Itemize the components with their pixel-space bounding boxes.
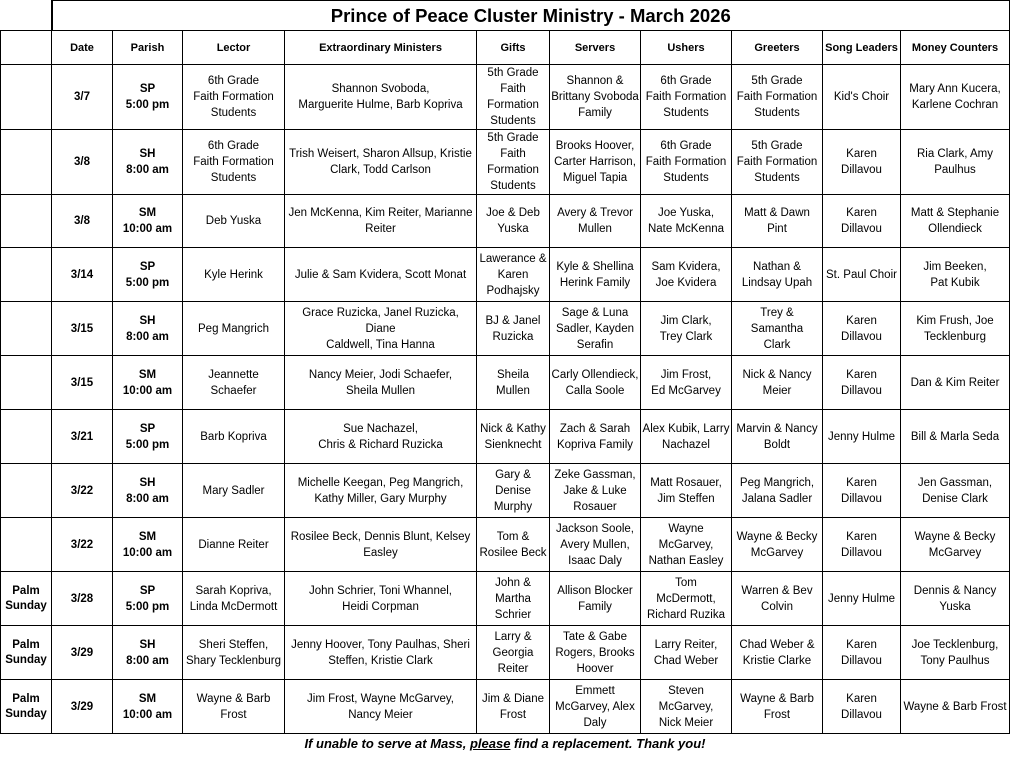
- date-cell: 3/14: [52, 248, 113, 302]
- row-label: [1, 356, 52, 410]
- parish-cell: SH 8:00 am: [113, 464, 183, 518]
- greeters-cell: Nathan & Lindsay Upah: [732, 248, 823, 302]
- gifts-cell: Tom & Rosilee Beck: [477, 518, 550, 572]
- money-counters-cell: Jen Gassman, Denise Clark: [901, 464, 1010, 518]
- date-cell: 3/8: [52, 130, 113, 195]
- money-counters-cell: Matt & Stephanie Ollendieck: [901, 195, 1010, 248]
- ushers-cell: Sam Kvidera, Joe Kvidera: [641, 248, 732, 302]
- gifts-cell: BJ & Janel Ruzicka: [477, 302, 550, 356]
- ministers-cell: Jim Frost, Wayne McGarvey, Nancy Meier: [285, 680, 477, 734]
- ushers-cell: Matt Rosauer, Jim Steffen: [641, 464, 732, 518]
- gifts-cell: Joe & Deb Yuska: [477, 195, 550, 248]
- greeters-cell: Chad Weber & Kristie Clarke: [732, 626, 823, 680]
- servers-cell: Kyle & Shellina Herink Family: [550, 248, 641, 302]
- header-servers: Servers: [550, 31, 641, 65]
- schedule-row: [1, 464, 1010, 518]
- row-label: [1, 248, 52, 302]
- date-cell: 3/29: [52, 680, 113, 734]
- money-counters-cell: Mary Ann Kucera, Karlene Cochran: [901, 65, 1010, 130]
- row-label: Palm Sunday: [1, 626, 52, 680]
- row-label: [1, 65, 52, 130]
- header-parish: Parish: [113, 31, 183, 65]
- lector-cell: Jeannette Schaefer: [183, 356, 285, 410]
- song-leader-cell: St. Paul Choir: [823, 248, 901, 302]
- ushers-cell: Wayne McGarvey, Nathan Easley: [641, 518, 732, 572]
- footer-text-before: If unable to serve at Mass,: [304, 736, 470, 751]
- money-counters-cell: Wayne & Barb Frost: [901, 680, 1010, 734]
- parish-cell: SP 5:00 pm: [113, 248, 183, 302]
- corner-cell: [1, 1, 52, 31]
- ministers-cell: Trish Weisert, Sharon Allsup, Kristie Clark, Todd Carlson: [285, 130, 477, 195]
- money-counters-cell: Jim Beeken, Pat Kubik: [901, 248, 1010, 302]
- servers-cell: Emmett McGarvey, Alex Daly: [550, 680, 641, 734]
- ministers-cell: Michelle Keegan, Peg Mangrich, Kathy Miller, Gary Murphy: [285, 464, 477, 518]
- parish-cell: SM 10:00 am: [113, 195, 183, 248]
- ministers-cell: Shannon Svoboda, Marguerite Hulme, Barb Kopriva: [285, 65, 477, 130]
- header-label-cell: [1, 31, 52, 65]
- schedule-row: [1, 410, 1010, 464]
- greeters-cell: 5th Grade Faith Formation Students: [732, 65, 823, 130]
- song-leader-cell: Karen Dillavou: [823, 195, 901, 248]
- servers-cell: Brooks Hoover, Carter Harrison, Miguel Tapia: [550, 130, 641, 195]
- greeters-cell: Trey & Samantha Clark: [732, 302, 823, 356]
- servers-cell: Avery & Trevor Mullen: [550, 195, 641, 248]
- parish-cell: SM 10:00 am: [113, 680, 183, 734]
- date-cell: 3/21: [52, 410, 113, 464]
- ushers-cell: Larry Reiter, Chad Weber: [641, 626, 732, 680]
- row-label: Palm Sunday: [1, 680, 52, 734]
- row-label: [1, 464, 52, 518]
- schedule-row: [1, 302, 1010, 356]
- lector-cell: Kyle Herink: [183, 248, 285, 302]
- gifts-cell: Jim & Diane Frost: [477, 680, 550, 734]
- song-leader-cell: Karen Dillavou: [823, 680, 901, 734]
- ministers-cell: Julie & Sam Kvidera, Scott Monat: [285, 248, 477, 302]
- date-cell: 3/22: [52, 464, 113, 518]
- schedule-row: [1, 626, 1010, 680]
- servers-cell: Zach & Sarah Kopriva Family: [550, 410, 641, 464]
- ministers-cell: Nancy Meier, Jodi Schaefer, Sheila Mullen: [285, 356, 477, 410]
- date-cell: 3/8: [52, 195, 113, 248]
- schedule-row: [1, 356, 1010, 410]
- servers-cell: Tate & Gabe Rogers, Brooks Hoover: [550, 626, 641, 680]
- lector-cell: Dianne Reiter: [183, 518, 285, 572]
- row-label: [1, 518, 52, 572]
- date-cell: 3/22: [52, 518, 113, 572]
- schedule-row: [1, 680, 1010, 734]
- servers-cell: Shannon & Brittany Svoboda Family: [550, 65, 641, 130]
- servers-cell: Zeke Gassman, Jake & Luke Rosauer: [550, 464, 641, 518]
- header-ministers: Extraordinary Ministers: [285, 31, 477, 65]
- lector-cell: Wayne & Barb Frost: [183, 680, 285, 734]
- row-label: [1, 195, 52, 248]
- row-label: [1, 410, 52, 464]
- ministers-cell: Sue Nachazel, Chris & Richard Ruzicka: [285, 410, 477, 464]
- parish-cell: SP 5:00 pm: [113, 65, 183, 130]
- lector-cell: 6th Grade Faith Formation Students: [183, 130, 285, 195]
- gifts-cell: Sheila Mullen: [477, 356, 550, 410]
- title-row: [1, 1, 1010, 31]
- row-label: [1, 130, 52, 195]
- date-cell: 3/28: [52, 572, 113, 626]
- schedule-row: [1, 572, 1010, 626]
- money-counters-cell: Bill & Marla Seda: [901, 410, 1010, 464]
- servers-cell: Carly Ollendieck, Calla Soole: [550, 356, 641, 410]
- servers-cell: Jackson Soole, Avery Mullen, Isaac Daly: [550, 518, 641, 572]
- ushers-cell: Jim Frost, Ed McGarvey: [641, 356, 732, 410]
- greeters-cell: Matt & Dawn Pint: [732, 195, 823, 248]
- parish-cell: SH 8:00 am: [113, 302, 183, 356]
- gifts-cell: Lawerance & Karen Podhajsky: [477, 248, 550, 302]
- header-song-leaders: Song Leaders: [823, 31, 901, 65]
- footer-emphasis: please: [469, 736, 511, 751]
- header-gifts: Gifts: [477, 31, 550, 65]
- parish-cell: SH 8:00 am: [113, 130, 183, 195]
- lector-cell: Mary Sadler: [183, 464, 285, 518]
- parish-cell: SM 10:00 am: [113, 356, 183, 410]
- song-leader-cell: Jenny Hulme: [823, 410, 901, 464]
- lector-cell: Deb Yuska: [183, 195, 285, 248]
- schedule-row: [1, 248, 1010, 302]
- schedule-row: [1, 518, 1010, 572]
- ushers-cell: Steven McGarvey, Nick Meier: [641, 680, 732, 734]
- lector-cell: Sheri Steffen, Shary Tecklenburg: [183, 626, 285, 680]
- ministers-cell: Grace Ruzicka, Janel Ruzicka, Diane Caldwell, Tina Hanna: [285, 302, 477, 356]
- money-counters-cell: Dennis & Nancy Yuska: [901, 572, 1010, 626]
- song-leader-cell: Karen Dillavou: [823, 518, 901, 572]
- ministers-cell: Rosilee Beck, Dennis Blunt, Kelsey Easley: [285, 518, 477, 572]
- greeters-cell: Marvin & Nancy Boldt: [732, 410, 823, 464]
- gifts-cell: Nick & Kathy Sienknecht: [477, 410, 550, 464]
- parish-cell: SH 8:00 am: [113, 626, 183, 680]
- ministers-cell: Jen McKenna, Kim Reiter, Marianne Reiter: [285, 195, 477, 248]
- greeters-cell: Peg Mangrich, Jalana Sadler: [732, 464, 823, 518]
- song-leader-cell: Karen Dillavou: [823, 626, 901, 680]
- lector-cell: 6th Grade Faith Formation Students: [183, 65, 285, 130]
- ministers-cell: John Schrier, Toni Whannel, Heidi Corpman: [285, 572, 477, 626]
- song-leader-cell: Karen Dillavou: [823, 356, 901, 410]
- lector-cell: Peg Mangrich: [183, 302, 285, 356]
- greeters-cell: Warren & Bev Colvin: [732, 572, 823, 626]
- header-date: Date: [52, 31, 113, 65]
- page-title: Prince of Peace Cluster Ministry - March 2026: [52, 1, 1010, 31]
- row-label: Palm Sunday: [1, 572, 52, 626]
- date-cell: 3/15: [52, 302, 113, 356]
- ushers-cell: Joe Yuska, Nate McKenna: [641, 195, 732, 248]
- song-leader-cell: Karen Dillavou: [823, 302, 901, 356]
- money-counters-cell: Dan & Kim Reiter: [901, 356, 1010, 410]
- parish-cell: SM 10:00 am: [113, 518, 183, 572]
- lector-cell: Sarah Kopriva, Linda McDermott: [183, 572, 285, 626]
- ushers-cell: Jim Clark, Trey Clark: [641, 302, 732, 356]
- ministers-cell: Jenny Hoover, Tony Paulhas, Sheri Steffen, Kristie Clark: [285, 626, 477, 680]
- ushers-cell: 6th Grade Faith Formation Students: [641, 65, 732, 130]
- parish-cell: SP 5:00 pm: [113, 572, 183, 626]
- header-ushers: Ushers: [641, 31, 732, 65]
- header-row: [1, 31, 1010, 65]
- money-counters-cell: Joe Tecklenburg, Tony Paulhus: [901, 626, 1010, 680]
- footer-note: [0, 736, 1010, 751]
- greeters-cell: Wayne & Becky McGarvey: [732, 518, 823, 572]
- servers-cell: Sage & Luna Sadler, Kayden Serafin: [550, 302, 641, 356]
- money-counters-cell: Wayne & Becky McGarvey: [901, 518, 1010, 572]
- header-money-counters: Money Counters: [901, 31, 1010, 65]
- gifts-cell: 5th Grade Faith Formation Students: [477, 65, 550, 130]
- date-cell: 3/29: [52, 626, 113, 680]
- date-cell: 3/7: [52, 65, 113, 130]
- song-leader-cell: Kid's Choir: [823, 65, 901, 130]
- row-label: [1, 302, 52, 356]
- song-leader-cell: Karen Dillavou: [823, 130, 901, 195]
- schedule-row: [1, 195, 1010, 248]
- gifts-cell: John & Martha Schrier: [477, 572, 550, 626]
- header-lector: Lector: [183, 31, 285, 65]
- greeters-cell: 5th Grade Faith Formation Students: [732, 130, 823, 195]
- schedule-row: [1, 65, 1010, 130]
- song-leader-cell: Karen Dillavou: [823, 464, 901, 518]
- lector-cell: Barb Kopriva: [183, 410, 285, 464]
- ushers-cell: 6th Grade Faith Formation Students: [641, 130, 732, 195]
- header-greeters: Greeters: [732, 31, 823, 65]
- greeters-cell: Wayne & Barb Frost: [732, 680, 823, 734]
- footer-text-after: find a replacement. Thank you!: [510, 736, 706, 751]
- ushers-cell: Tom McDermott, Richard Ruzika: [641, 572, 732, 626]
- schedule-row: [1, 130, 1010, 195]
- greeters-cell: Nick & Nancy Meier: [732, 356, 823, 410]
- song-leader-cell: Jenny Hulme: [823, 572, 901, 626]
- money-counters-cell: Kim Frush, Joe Tecklenburg: [901, 302, 1010, 356]
- gifts-cell: Gary & Denise Murphy: [477, 464, 550, 518]
- money-counters-cell: Ria Clark, Amy Paulhus: [901, 130, 1010, 195]
- ushers-cell: Alex Kubik, Larry Nachazel: [641, 410, 732, 464]
- gifts-cell: Larry & Georgia Reiter: [477, 626, 550, 680]
- servers-cell: Allison Blocker Family: [550, 572, 641, 626]
- parish-cell: SP 5:00 pm: [113, 410, 183, 464]
- date-cell: 3/15: [52, 356, 113, 410]
- gifts-cell: 5th Grade Faith Formation Students: [477, 130, 550, 195]
